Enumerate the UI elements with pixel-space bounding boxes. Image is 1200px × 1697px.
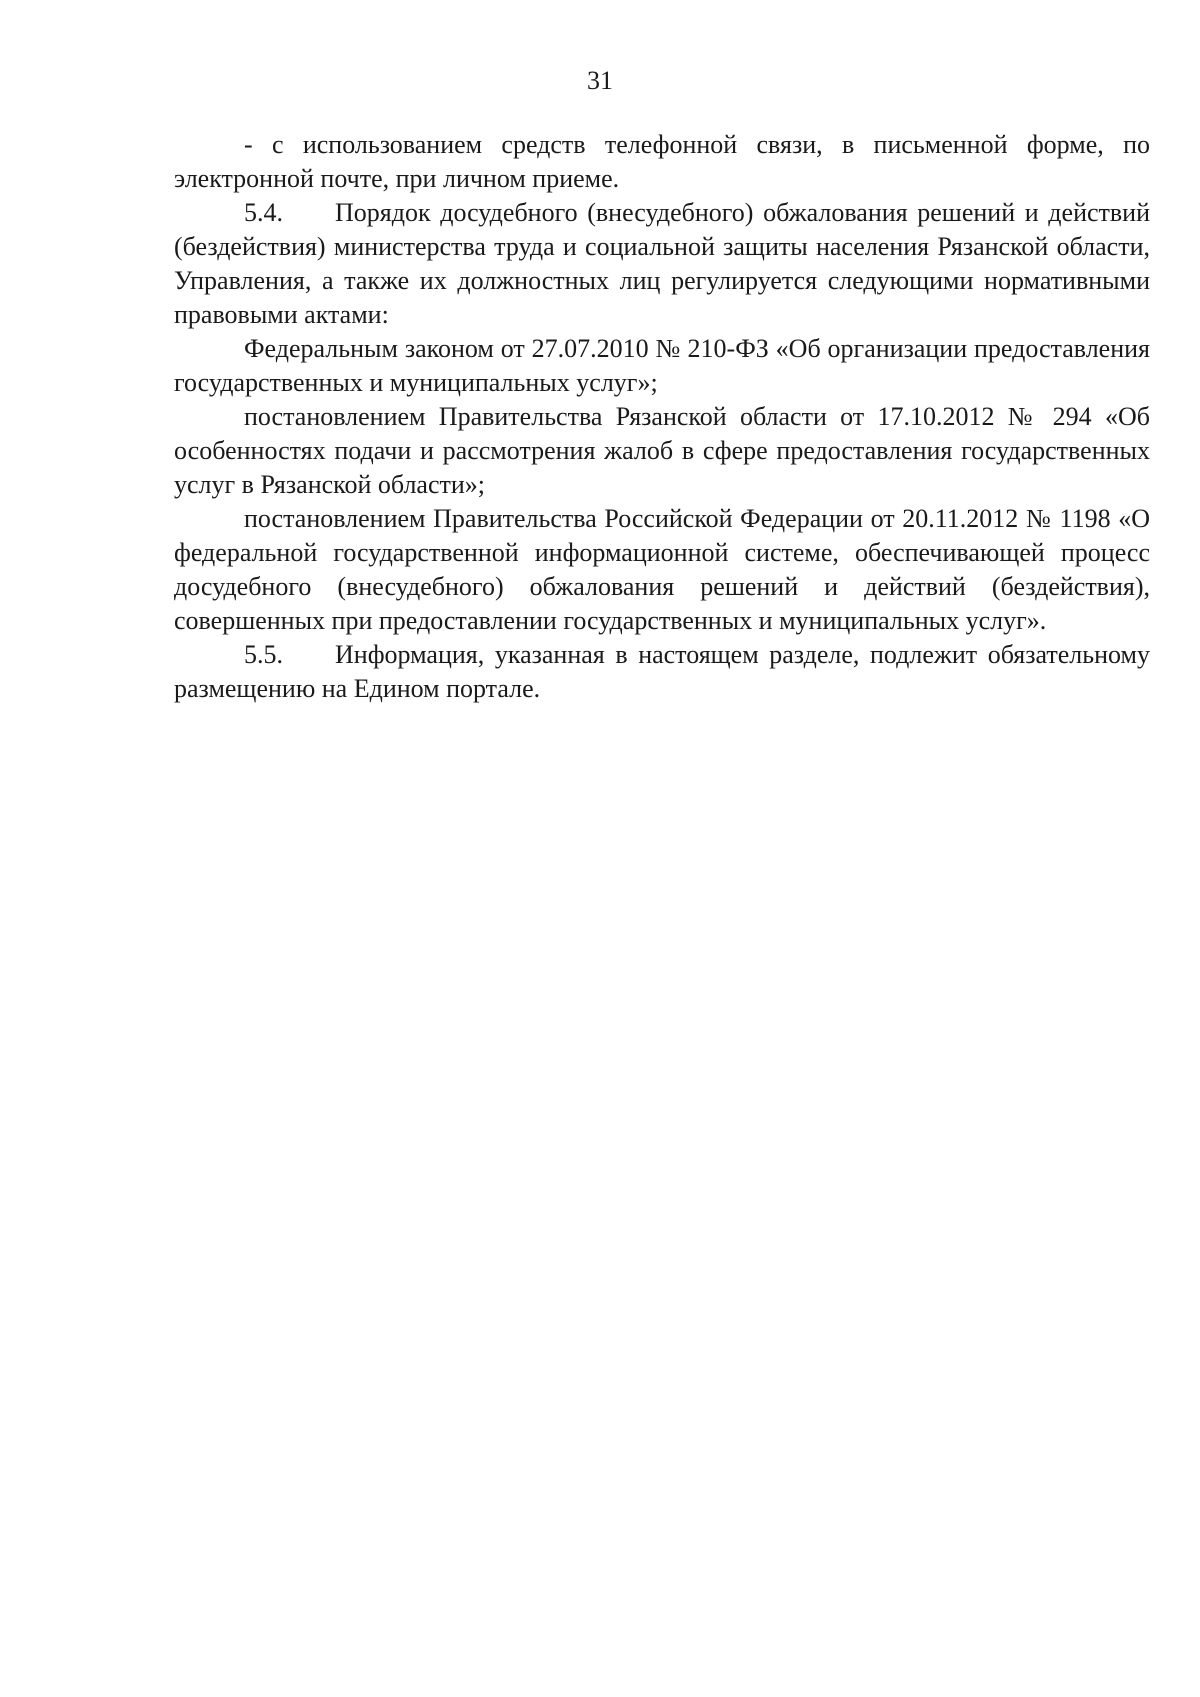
paragraph-5-4: 5.4. Порядок досудебного (внесудебного) обжалования решений и действий (бездействия) министерства труда и социальной защиты населения Рязанской области, Управления, а также их должностных лиц регулируется следующими нормативными правовыми актами: — [174, 198, 1150, 329]
paragraph-contact-methods: - с использованием средств телефонной связи, в письменной форме, по электронной почте, при личном приеме. — [174, 130, 1150, 193]
page-number: 31 — [587, 66, 613, 95]
document-body — [174, 128, 1150, 706]
paragraph-rf-resolution: постановлением Правительства Российской Федерации от 20.11.2012 № 1198 «О федеральной государственной информационной системе, обеспечивающей процесс досудебного (внесудебного) обжалования решений и действий (бездействия), совершенных при предоставлении государственных и муниципальных услуг». — [174, 504, 1150, 635]
paragraph-ryazan-resolution: постановлением Правительства Рязанской области от 17.10.2012 № 294 «Об особенностях подачи и рассмотрения жалоб в сфере предоставления государственных услуг в Рязанской области»; — [174, 402, 1150, 499]
paragraph-federal-law: Федеральным законом от 27.07.2010 № 210-ФЗ «Об организации предоставления государственных и муниципальных услуг»; — [174, 334, 1150, 397]
paragraph-5-5: 5.5. Информация, указанная в настоящем разделе, подлежит обязательному размещению на Едином портале. — [174, 640, 1150, 703]
